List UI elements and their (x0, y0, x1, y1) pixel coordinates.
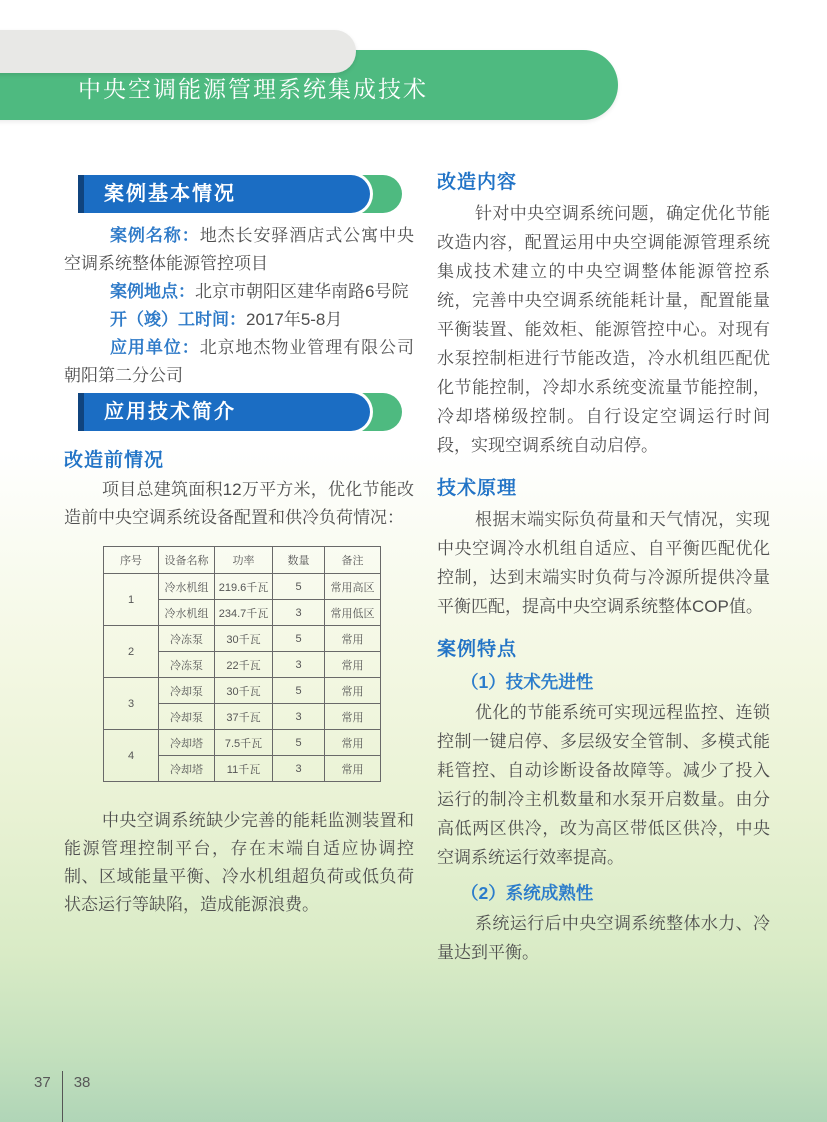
page-title: 中央空调能源管理系统集成技术 (78, 76, 428, 102)
heading-case-features: 案例特点 (437, 639, 518, 660)
cell-note: 常用高区 (325, 574, 381, 600)
cell-note: 常用 (325, 704, 381, 730)
heading-before-renovation: 改造前情况 (64, 450, 165, 471)
principle-paragraph: 根据末端实际负荷量和天气情况，实现中央空调冷水机组自适应、自平衡匹配优化控制，达到末端实时负荷与冷源所提供冷量平衡匹配，提高中央空调系统整体COP值。 (437, 510, 770, 616)
cell-device: 冷却塔 (159, 730, 215, 756)
cell-device: 冷冻泵 (159, 652, 215, 678)
cell-note: 常用 (325, 756, 381, 782)
section-banner-label: 案例基本情况 (78, 175, 370, 213)
case-location-field (64, 278, 414, 306)
cell-power: 11千瓦 (215, 756, 273, 782)
case-unit-value: 北京地杰物业管理有限公司朝阳第二分公司 (64, 338, 414, 385)
page-number-left: 37 (34, 1074, 51, 1091)
equipment-table (103, 546, 381, 782)
cell-device: 冷却泵 (159, 704, 215, 730)
cell-qty: 3 (273, 600, 325, 626)
case-time-value: 2017年5-8月 (246, 310, 343, 329)
cell-power: 30千瓦 (215, 626, 273, 652)
cell-device: 冷水机组 (159, 574, 215, 600)
case-time-label: 开（竣）工时间： (110, 310, 246, 329)
left-column (64, 175, 414, 919)
case-location-value: 北京市朝阳区建华南路6号院 (195, 282, 409, 301)
table-row (104, 574, 381, 600)
cell-note: 常用低区 (325, 600, 381, 626)
cell-note: 常用 (325, 652, 381, 678)
cell-device: 冷冻泵 (159, 626, 215, 652)
before-renovation-intro: 项目总建筑面积12万平方米，优化节能改造前中央空调系统设备配置和供冷负荷情况： (64, 480, 414, 527)
heading-technical-principle: 技术原理 (437, 478, 518, 499)
cell-index: 4 (104, 730, 159, 782)
col-header-power: 功率 (215, 547, 273, 574)
table-row (104, 626, 381, 652)
cell-index: 2 (104, 626, 159, 678)
subheading-system-maturity: （2）系统成熟性 (461, 883, 594, 903)
system-maturity-paragraph: 系统运行后中央空调系统整体水力、冷量达到平衡。 (437, 914, 770, 962)
cell-power: 22千瓦 (215, 652, 273, 678)
cell-note: 常用 (325, 678, 381, 704)
renovation-paragraph: 针对中央空调系统问题，确定优化节能改造内容，配置运用中央空调能源管理系统集成技术建立的中央空调整体能源管控系统，完善中央空调系统能耗计量，配置能量平衡装置、能效柜、能源管控中心。对现有水泵控制柜进行节能改造，冷水机组匹配优化节能控制，冷却水系统变流量节能控制，冷却塔梯级控制。自行设定空调运行时间段，实现空调系统自动启停。 (437, 204, 770, 455)
case-time-field (64, 306, 414, 334)
before-renovation-conclusion: 中央空调系统缺少完善的能耗监测装置和能源管理控制平台，存在末端自适应协调控制、区域能量平衡、冷水机组超负荷或低负荷状态运行等缺陷，造成能源浪费。 (64, 811, 414, 914)
header-gray-bar (0, 30, 356, 73)
page-footer (34, 1071, 90, 1122)
table-row (104, 730, 381, 756)
case-unit-label: 应用单位： (110, 338, 200, 357)
tech-advancement-paragraph: 优化的节能系统可实现远程监控、连锁控制一键启停、多层级安全管制、多模式能耗管控、自动诊断设备故障等。减少了投入运行的制冷主机数量和水泵开启数量。由分高低两区供冷，改为高区带低区供冷，中央空调系统运行效率提高。 (437, 703, 770, 867)
table-header-row (104, 547, 381, 574)
case-location-label: 案例地点： (110, 282, 195, 301)
cell-index: 3 (104, 678, 159, 730)
col-header-index: 序号 (104, 547, 159, 574)
case-name-label: 案例名称： (110, 226, 200, 245)
col-header-device: 设备名称 (159, 547, 215, 574)
cell-power: 37千瓦 (215, 704, 273, 730)
cell-power: 30千瓦 (215, 678, 273, 704)
heading-renovation-content: 改造内容 (437, 172, 518, 193)
cell-qty: 5 (273, 574, 325, 600)
col-header-note: 备注 (325, 547, 381, 574)
table-row (104, 678, 381, 704)
cell-index: 1 (104, 574, 159, 626)
col-header-qty: 数量 (273, 547, 325, 574)
cell-qty: 5 (273, 730, 325, 756)
cell-power: 7.5千瓦 (215, 730, 273, 756)
section-banner-label: 应用技术简介 (78, 393, 370, 431)
cell-device: 冷水机组 (159, 600, 215, 626)
cell-qty: 3 (273, 704, 325, 730)
cell-power: 234.7千瓦 (215, 600, 273, 626)
cell-qty: 3 (273, 652, 325, 678)
subheading-tech-advancement: （1）技术先进性 (461, 672, 594, 692)
case-name-value: 地杰长安驿酒店式公寓中央空调系统整体能源管控项目 (64, 226, 414, 273)
cell-qty: 5 (273, 626, 325, 652)
cell-qty: 5 (273, 678, 325, 704)
cell-qty: 3 (273, 756, 325, 782)
case-name-field (64, 222, 414, 278)
page-number-right: 38 (73, 1074, 91, 1091)
section-banner-tech-intro (78, 393, 370, 431)
case-unit-field (64, 334, 414, 390)
right-column (437, 156, 770, 967)
cell-note: 常用 (325, 626, 381, 652)
cell-power: 219.6千瓦 (215, 574, 273, 600)
section-banner-case-info (78, 175, 370, 213)
page-number-divider (62, 1071, 63, 1122)
cell-device: 冷却塔 (159, 756, 215, 782)
case-info-fields (64, 222, 414, 390)
cell-note: 常用 (325, 730, 381, 756)
cell-device: 冷却泵 (159, 678, 215, 704)
